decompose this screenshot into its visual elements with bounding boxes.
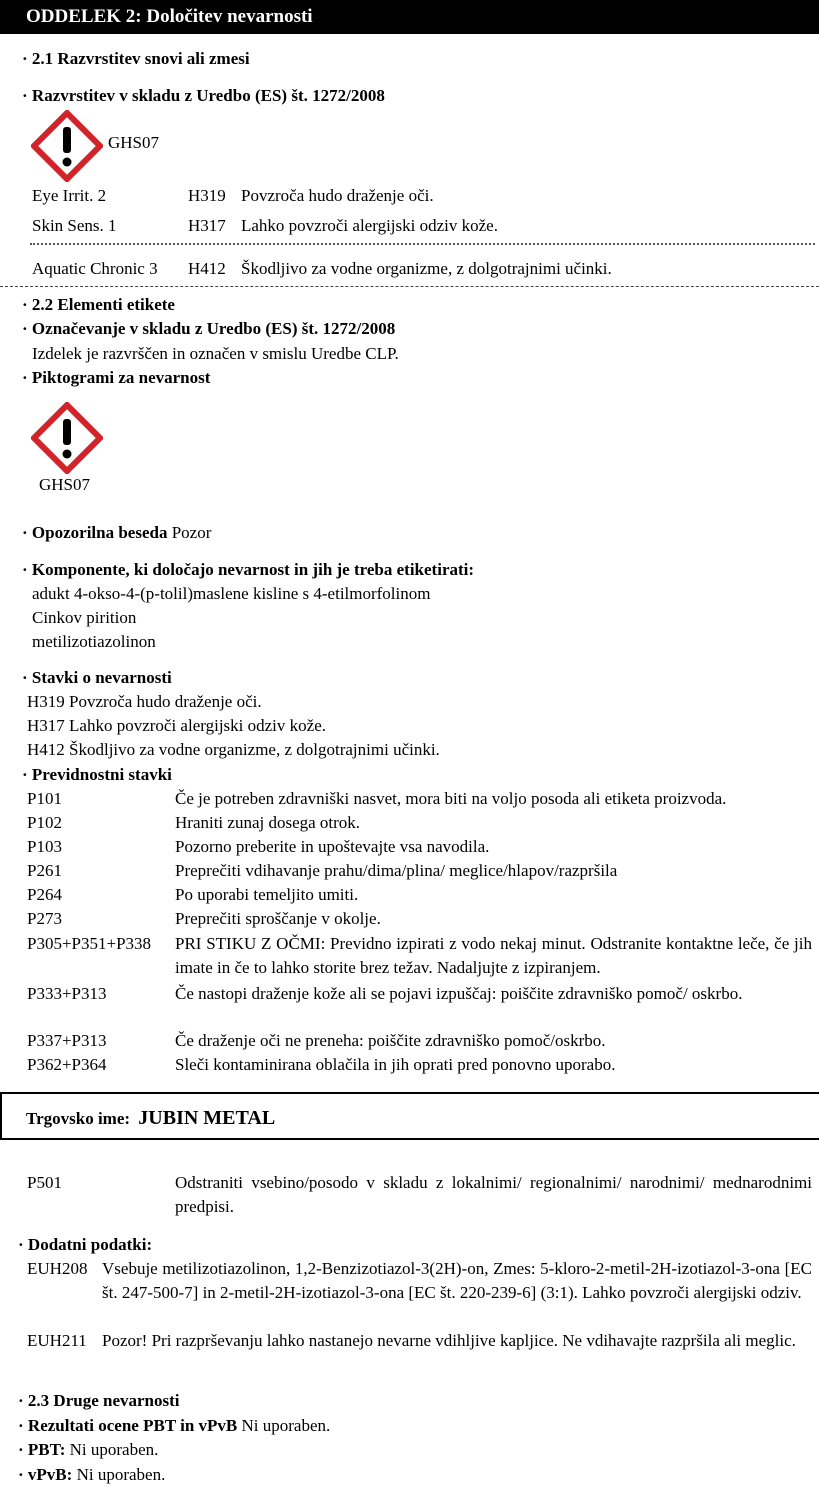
labelling-text: Izdelek je razvrščen in označen v smislu Uredbe CLP. <box>32 344 399 363</box>
trade-name-row <box>26 1107 275 1130</box>
precautionary-text: Če nastopi draženje kože ali se pojavi izpuščaj: poiščite zdravniško pomoč/ oskrbo. <box>175 984 743 1003</box>
section-2-1-title: · 2.1 Razvrstitev snovi ali zmesi <box>22 49 250 68</box>
vpvb-row <box>18 1465 165 1485</box>
precautionary-title: · Previdnostni stavki <box>22 765 172 784</box>
additional-info-title: · Dodatni podatki: <box>18 1235 153 1254</box>
precautionary-text: Če je potreben zdravniški nasvet, mora biti na voljo posoda ali etiketa proizvoda. <box>175 789 727 808</box>
pictograms-title: · Piktogrami za nevarnost <box>22 368 211 387</box>
euh-code: EUH208 <box>27 1259 88 1278</box>
vpvb-value: Ni uporaben. <box>76 1465 166 1484</box>
section-header-title: ODDELEK 2: Določitev nevarnosti <box>26 6 313 27</box>
signal-word-label: · Opozorilna beseda <box>22 523 168 542</box>
dotted-divider <box>30 243 815 245</box>
dashed-divider <box>0 286 819 287</box>
classification-class: Skin Sens. 1 <box>32 216 117 235</box>
classification-code: H317 <box>188 216 226 235</box>
section-2-3-title: · 2.3 Druge nevarnosti <box>18 1391 180 1410</box>
precautionary-code: P102 <box>27 813 62 832</box>
precautionary-text: Sleči kontaminirana oblačila in jih oprati pred ponovno uporabo. <box>175 1055 616 1074</box>
hazard-statement: H412 Škodljivo za vodne organizme, z dolgotrajnimi učinki. <box>27 740 440 759</box>
section-header-bar <box>0 0 819 34</box>
euh-text: Pozor! Pri razprševanju lahko nastanejo nevarne vdihljive kapljice. Ne vdihavajte razpršila ali meglic. <box>102 1331 796 1350</box>
ghs07-label: GHS07 <box>108 133 160 152</box>
ghs07-exclamation-icon <box>31 110 103 182</box>
ghs07-exclamation-icon <box>31 402 103 474</box>
component-item: Cinkov pirition <box>32 608 137 627</box>
precautionary-code: P261 <box>27 861 62 880</box>
euh-text: Vsebuje metilizotiazolinon, 1,2-Benzizotiazol-3(2H)-on, Zmes: 5-kloro-2-metil-2H-izotiazol-3-ona [EC št. 247-500-7] in 2-metil-2H-izotiazol-3-ona [EC št. 220-239-6] (3:1). Lahko povzroči alergijski odziv. <box>102 1259 812 1302</box>
classification-class: Eye Irrit. 2 <box>32 186 107 205</box>
precautionary-code: P264 <box>27 885 62 904</box>
precautionary-text: Preprečiti vdihavanje prahu/dima/plina/ meglice/hlapov/razpršila <box>175 861 618 880</box>
precautionary-code: P101 <box>27 789 62 808</box>
precautionary-text: Preprečiti sproščanje v okolje. <box>175 909 381 928</box>
classification-code: H412 <box>188 259 226 278</box>
precautionary-text: Če draženje oči ne preneha: poiščite zdravniško pomoč/oskrbo. <box>175 1031 606 1050</box>
ghs07-label: GHS07 <box>39 475 91 494</box>
classification-title: · Razvrstitev v skladu z Uredbo (ES) št. 1272/2008 <box>22 86 385 105</box>
euh-code: EUH211 <box>27 1331 87 1350</box>
pbt-assessment-row <box>18 1416 330 1436</box>
pbt-assessment-label: · Rezultati ocene PBT in vPvB <box>18 1416 238 1435</box>
trade-name-box <box>0 1092 819 1140</box>
classification-text: Škodljivo za vodne organizme, z dolgotrajnimi učinki. <box>241 259 612 278</box>
classification-class: Aquatic Chronic 3 <box>32 259 158 278</box>
precautionary-text: Odstraniti vsebino/posodo v skladu z lokalnimi/ regionalnimi/ narodnimi/ mednarodnimi predpisi. <box>175 1173 812 1216</box>
pbt-value: Ni uporaben. <box>69 1440 159 1459</box>
precautionary-code: P337+P313 <box>27 1031 107 1050</box>
precautionary-text: PRI STIKU Z OČMI: Previdno izpirati z vodo nekaj minut. Odstranite kontaktne leče, če jih imate in če to lahko storite brez težav. Nadaljujte z izpiranjem. <box>175 934 812 977</box>
classification-code: H319 <box>188 186 226 205</box>
signal-word-value: Pozor <box>171 523 212 542</box>
pbt-label: · PBT: <box>18 1440 66 1459</box>
component-item: adukt 4-okso-4-(p-tolil)maslene kisline s 4-etilmorfolinom <box>32 584 431 603</box>
classification-text: Povzroča hudo draženje oči. <box>241 186 434 205</box>
component-item: metilizotiazolinon <box>32 632 156 651</box>
precautionary-text: Po uporabi temeljito umiti. <box>175 885 359 904</box>
hazard-statement: H319 Povzroča hudo draženje oči. <box>27 692 262 711</box>
hazard-statement: H317 Lahko povzroči alergijski odziv kože. <box>27 716 326 735</box>
pbt-row <box>18 1440 158 1460</box>
precautionary-text: Hraniti zunaj dosega otrok. <box>175 813 361 832</box>
pbt-assessment-value: Ni uporaben. <box>241 1416 331 1435</box>
precautionary-code: P103 <box>27 837 62 856</box>
precautionary-code: P362+P364 <box>27 1055 107 1074</box>
components-title: · Komponente, ki določajo nevarnost in jih je treba etiketirati: <box>22 560 475 579</box>
vpvb-label: · vPvB: <box>18 1465 73 1484</box>
hazard-statements-title: · Stavki o nevarnosti <box>22 668 172 687</box>
labelling-title: · Označevanje v skladu z Uredbo (ES) št. 1272/2008 <box>22 319 396 338</box>
precautionary-code: P333+P313 <box>27 984 107 1003</box>
precautionary-code: P501 <box>27 1173 62 1192</box>
precautionary-code: P305+P351+P338 <box>27 934 152 953</box>
section-2-2-title: · 2.2 Elementi etikete <box>22 295 175 314</box>
trade-name-label: Trgovsko ime: <box>26 1109 131 1128</box>
trade-name-value: JUBIN METAL <box>138 1107 276 1129</box>
classification-text: Lahko povzroči alergijski odziv kože. <box>241 216 498 235</box>
precautionary-text: Pozorno preberite in upoštevajte vsa navodila. <box>175 837 490 856</box>
signal-word-row <box>22 523 211 543</box>
precautionary-code: P273 <box>27 909 62 928</box>
